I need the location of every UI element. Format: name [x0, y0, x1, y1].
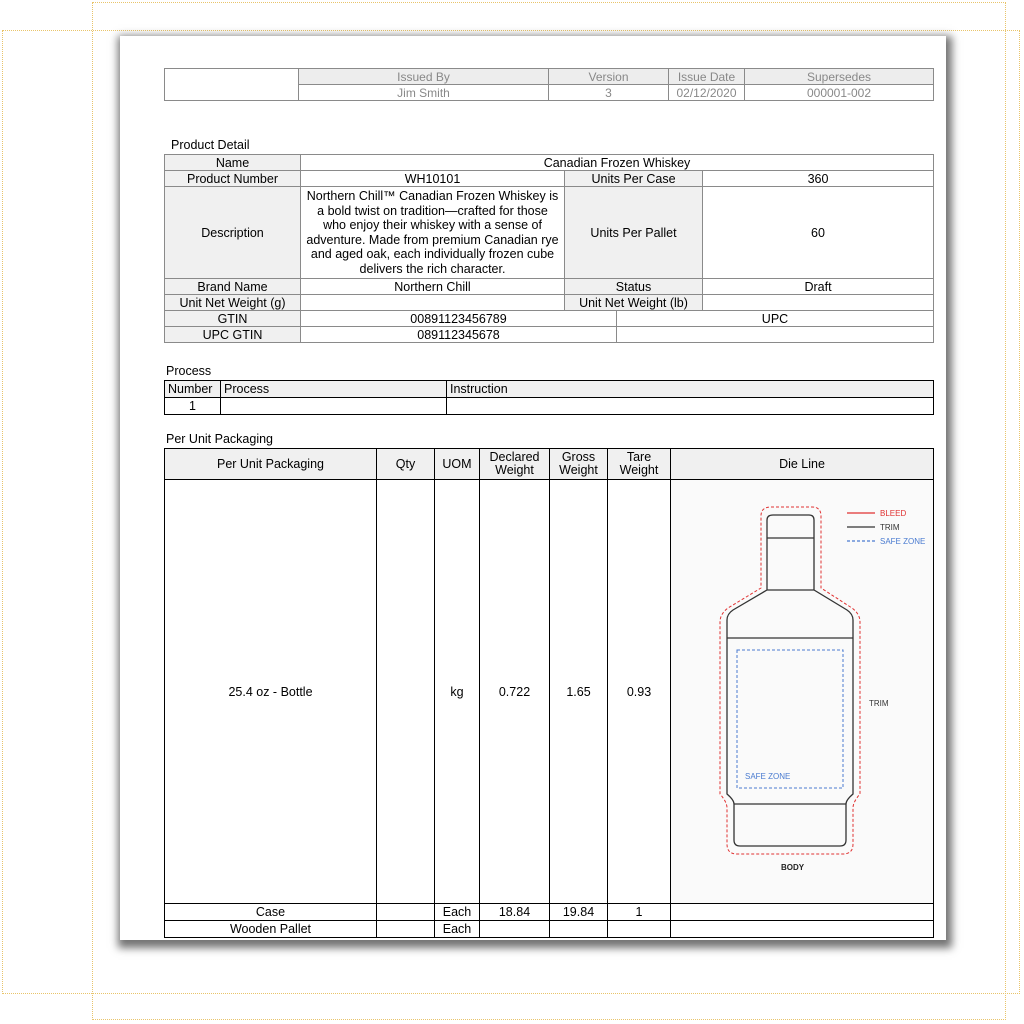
process-row-process — [221, 398, 447, 415]
issued-by-label: Issued By — [299, 69, 549, 85]
unit-net-weight-g-value — [301, 295, 565, 311]
upc-label: UPC — [617, 311, 934, 327]
die-line-cell — [671, 480, 934, 904]
units-per-pallet-value: 60 — [703, 187, 934, 279]
pallet-gross-weight — [550, 921, 608, 938]
pallet-die-line — [671, 921, 934, 938]
pallet-qty — [377, 921, 435, 938]
packaging-table — [164, 448, 934, 938]
pallet-uom: Each — [435, 921, 480, 938]
packaging-dieline-header: Die Line — [671, 449, 934, 480]
description-label: Description — [165, 187, 301, 279]
case-qty — [377, 904, 435, 921]
legend-safe-label: SAFE ZONE — [880, 537, 926, 546]
case-uom: Each — [435, 904, 480, 921]
status-value: Draft — [703, 279, 934, 295]
safe-zone-rect — [737, 650, 843, 788]
upc-value — [617, 327, 934, 343]
status-label: Status — [565, 279, 703, 295]
packaging-qty-header: Qty — [377, 449, 435, 480]
product-detail-table — [164, 154, 934, 343]
product-number-label: Product Number — [165, 171, 301, 187]
bottle-declared-weight: 0.722 — [480, 480, 550, 904]
pallet-tare-weight — [608, 921, 671, 938]
packaging-gross-header: Gross Weight — [550, 449, 608, 480]
bottle-gross-weight: 1.65 — [550, 480, 608, 904]
case-item: Case — [165, 904, 377, 921]
upc-gtin-label: UPC GTIN — [165, 327, 301, 343]
body-label: BODY — [781, 863, 805, 872]
name-label: Name — [165, 155, 301, 171]
bottle-die-line-drawing — [671, 480, 933, 900]
bottle-tare-weight: 0.93 — [608, 480, 671, 904]
unit-net-weight-lb-value — [703, 295, 934, 311]
units-per-case-label: Units Per Case — [565, 171, 703, 187]
case-tare-weight: 1 — [608, 904, 671, 921]
safe-zone-label: SAFE ZONE — [745, 772, 791, 781]
supersedes-value: 000001-002 — [745, 85, 934, 101]
packaging-title: Per Unit Packaging — [166, 432, 274, 446]
bleed-outline — [720, 507, 860, 854]
units-per-case-value: 360 — [703, 171, 934, 187]
case-declared-weight: 18.84 — [480, 904, 550, 921]
process-title: Process — [166, 364, 212, 378]
bottle-qty — [377, 480, 435, 904]
issued-by-value: Jim Smith — [299, 85, 549, 101]
header-blank-cell — [165, 69, 299, 101]
packaging-tare-header: Tare Weight — [608, 449, 671, 480]
trim-side-label: TRIM — [869, 699, 889, 708]
packaging-item-header: Per Unit Packaging — [165, 449, 377, 480]
process-instruction-header: Instruction — [447, 381, 934, 398]
units-per-pallet-label: Units Per Pallet — [565, 187, 703, 279]
product-detail-title: Product Detail — [171, 138, 250, 152]
description-value: Northern Chill™ Canadian Frozen Whiskey is a bold twist on tradition—crafted for those who enjoy their whiskey with a sense of adventure. Made from premium Canadian rye and aged oak, each individually frozen cube delivers the rich character. — [301, 187, 565, 279]
name-value: Canadian Frozen Whiskey — [301, 155, 934, 171]
product-number-value: WH10101 — [301, 171, 565, 187]
unit-net-weight-lb-label: Unit Net Weight (lb) — [565, 295, 703, 311]
supersedes-label: Supersedes — [745, 69, 934, 85]
gtin-label: GTIN — [165, 311, 301, 327]
issue-date-label: Issue Date — [669, 69, 745, 85]
unit-net-weight-g-label: Unit Net Weight (g) — [165, 295, 301, 311]
process-table — [164, 380, 934, 415]
bottle-item: 25.4 oz - Bottle — [165, 480, 377, 904]
gtin-value: 00891123456789 — [301, 311, 617, 327]
upc-gtin-value: 089112345678 — [301, 327, 617, 343]
trim-outline — [727, 515, 853, 846]
legend-trim-label: TRIM — [880, 523, 900, 532]
bottle-uom: kg — [435, 480, 480, 904]
packaging-declared-header: Declared Weight — [480, 449, 550, 480]
process-row-number: 1 — [165, 398, 221, 415]
document-header-table — [164, 68, 934, 101]
process-process-header: Process — [221, 381, 447, 398]
version-label: Version — [549, 69, 669, 85]
legend-bleed-label: BLEED — [880, 509, 907, 518]
pallet-item: Wooden Pallet — [165, 921, 377, 938]
process-number-header: Number — [165, 381, 221, 398]
brand-name-value: Northern Chill — [301, 279, 565, 295]
case-gross-weight: 19.84 — [550, 904, 608, 921]
process-row-instruction — [447, 398, 934, 415]
pallet-declared-weight — [480, 921, 550, 938]
spec-sheet-page — [120, 36, 946, 940]
issue-date-value: 02/12/2020 — [669, 85, 745, 101]
brand-name-label: Brand Name — [165, 279, 301, 295]
case-die-line — [671, 904, 934, 921]
version-value: 3 — [549, 85, 669, 101]
packaging-uom-header: UOM — [435, 449, 480, 480]
